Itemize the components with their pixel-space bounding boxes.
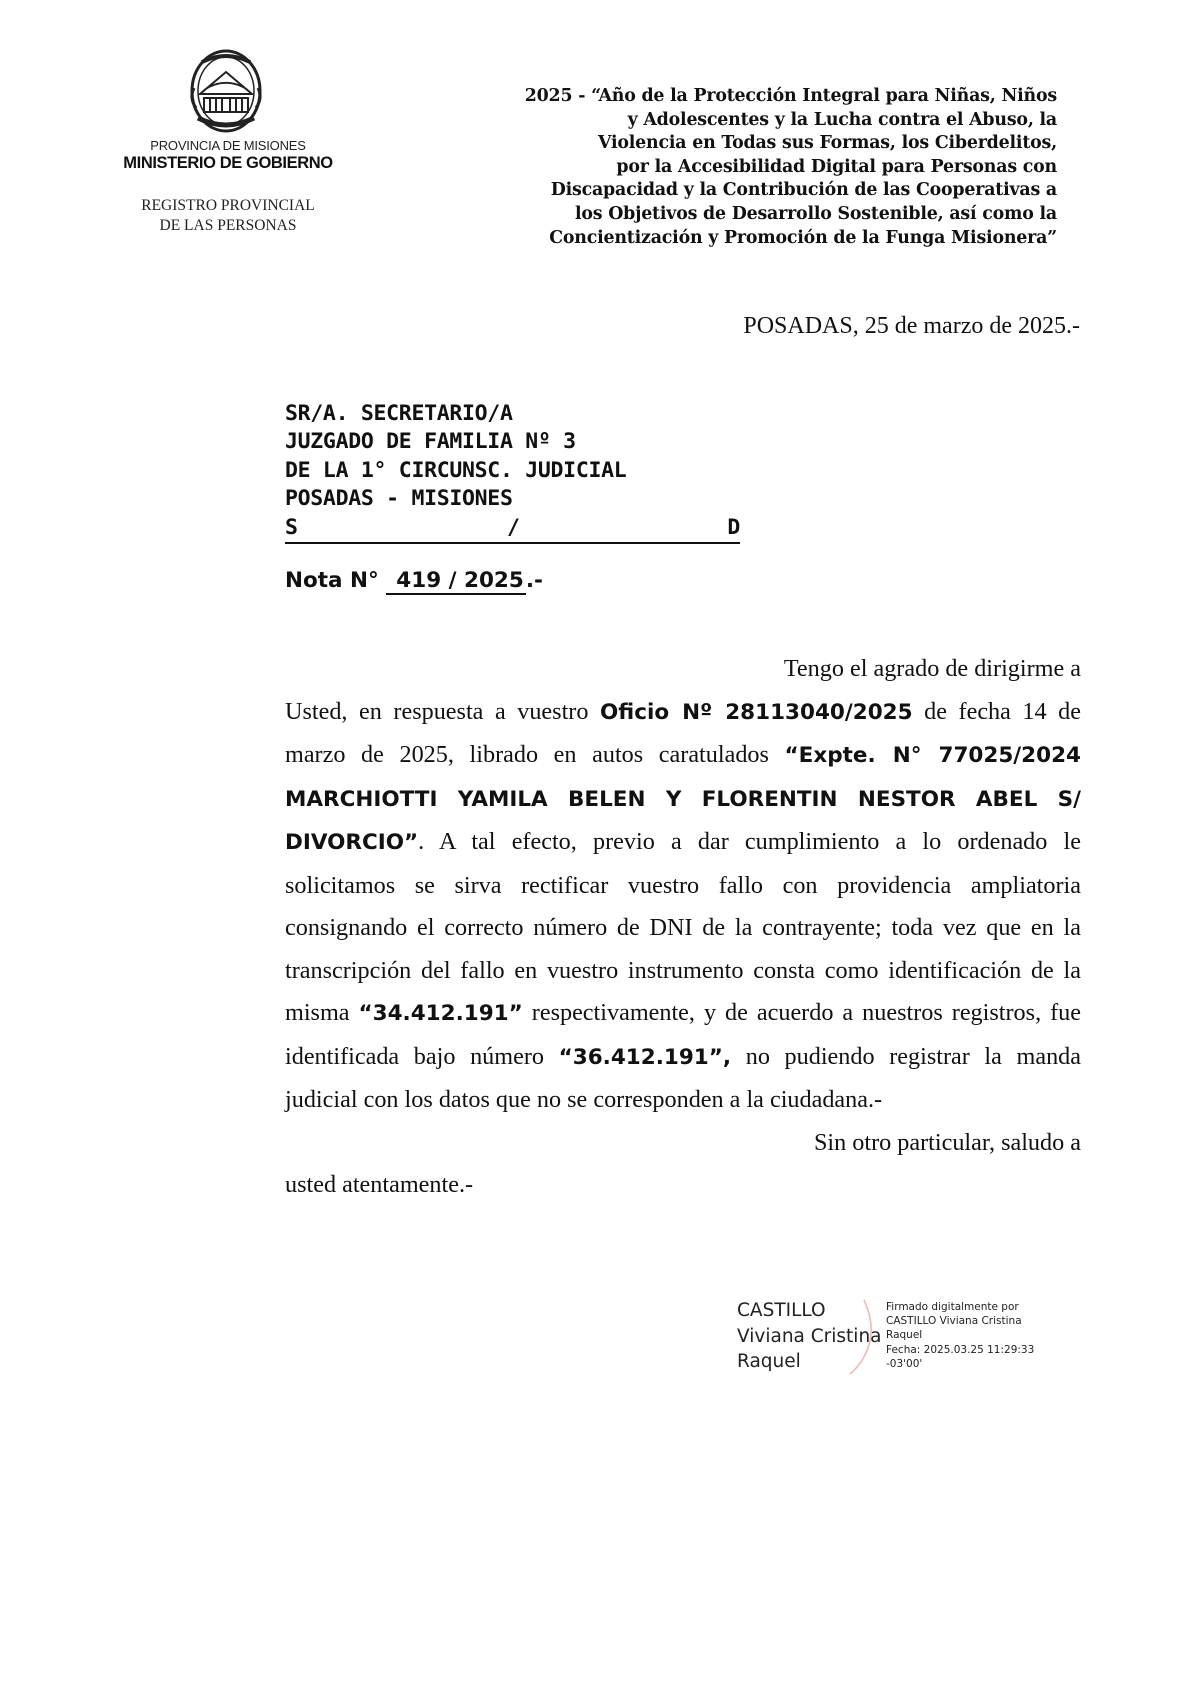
signer-name: CASTILLO Viviana Cristina Raquel — [737, 1300, 882, 1372]
letterhead-province: PROVINCIA DE MISIONES — [150, 138, 306, 153]
letterhead-ministry: MINISTERIO DE GOBIERNO — [123, 154, 333, 172]
sd-d: D — [727, 514, 740, 540]
sd-s: S — [285, 514, 298, 540]
closing-line1: Sin otro particular, saludo a — [813, 1128, 1081, 1156]
motto-line: y Adolescentes y la Lucha contra el Abuso, la — [627, 109, 1057, 130]
signature-mark — [842, 1296, 882, 1378]
addressee-block — [285, 400, 740, 544]
motto-line: Concientización y Promoción de la Funga Misionera” — [549, 227, 1057, 248]
note-number — [285, 568, 543, 595]
dni-wrong: “34.412.191” — [358, 1001, 523, 1026]
addressee-line: POSADAS - MISIONES — [285, 486, 513, 512]
addressee-line: SR/A. SECRETARIO/A — [285, 401, 513, 426]
letterhead-registry-line2: DE LAS PERSONAS — [159, 217, 297, 234]
addressee-line: JUZGADO DE FAMILIA Nº 3 — [285, 429, 576, 455]
dni-correct: “36.412.191”, — [558, 1044, 732, 1070]
addressee-line: DE LA 1° CIRCUNSC. JUDICIAL — [285, 457, 627, 483]
motto-line: Discapacidad y la Contribución de las Cooperativas a — [550, 180, 1057, 201]
sd-slash: / — [507, 514, 520, 540]
expediente-reference: “Expte. N° 77025/2024 MARCHIOTTI YAMILA BELEN Y FLORENTIN NESTOR ABEL S/ DIVORCIO” — [285, 743, 1081, 855]
document-date: POSADAS, 25 de marzo de 2025.- — [743, 313, 1080, 339]
body-paragraph: Usted, en respuesta a vuestro Oficio Nº 28113040/2025 de fecha 14 de marzo de 2025, librado en autos caratulados “Expte. N° 77025/2024 MARCHIOTTI YAMILA BELEN Y FLORENTIN NESTOR ABEL S/ DIVORCIO”. A tal efecto, previo a dar cumplimiento a lo ordenado le solicitamos se sirva rectificar vuestro fallo con providencia ampliatoria consignando el correcto número de DNI de la contrayente; toda vez que en la transcripción del fallo en vuestro instrumento consta como identificación de la misma “34.412.191” respectivamente, y de acuerdo a nuestros registros, fue identificada bajo número “36.412.191”, no pudiendo registrar la manda judicial con los datos que no se corresponden a la ciudadana.- — [285, 697, 1082, 1113]
closing-line2: usted atentamente.- — [285, 1171, 474, 1198]
sd-line — [285, 514, 740, 544]
motto-line: 2025 - “Año de la Protección Integral para Niñas, Niños — [524, 86, 1057, 106]
province-seal-logo — [186, 48, 266, 134]
letterhead-registry-line1: REGISTRO PROVINCIAL — [141, 197, 315, 214]
motto-line: por la Accesibilidad Digital para Personas con — [616, 156, 1057, 177]
letter-body — [285, 648, 1081, 1207]
note-suffix: .- — [525, 568, 543, 593]
motto-line: los Objetivos de Desarrollo Sostenible, así como la — [574, 203, 1057, 224]
body-opening-line: Tengo el agrado de dirigirme a — [783, 655, 1081, 682]
digital-signature-info: Firmado digitalmente por CASTILLO Viviana Cristina Raquel Fecha: 2025.03.25 11:29:33 -03'00' — [886, 1301, 1035, 1370]
motto-line: Violencia en Todas sus Formas, los Ciberdelitos, — [597, 133, 1057, 154]
note-label: Nota N° — [285, 568, 379, 593]
year-motto — [417, 85, 1057, 250]
note-number-value: 419 / 2025 — [386, 569, 526, 595]
oficio-reference: Oficio Nº 28113040/2025 — [600, 699, 913, 725]
